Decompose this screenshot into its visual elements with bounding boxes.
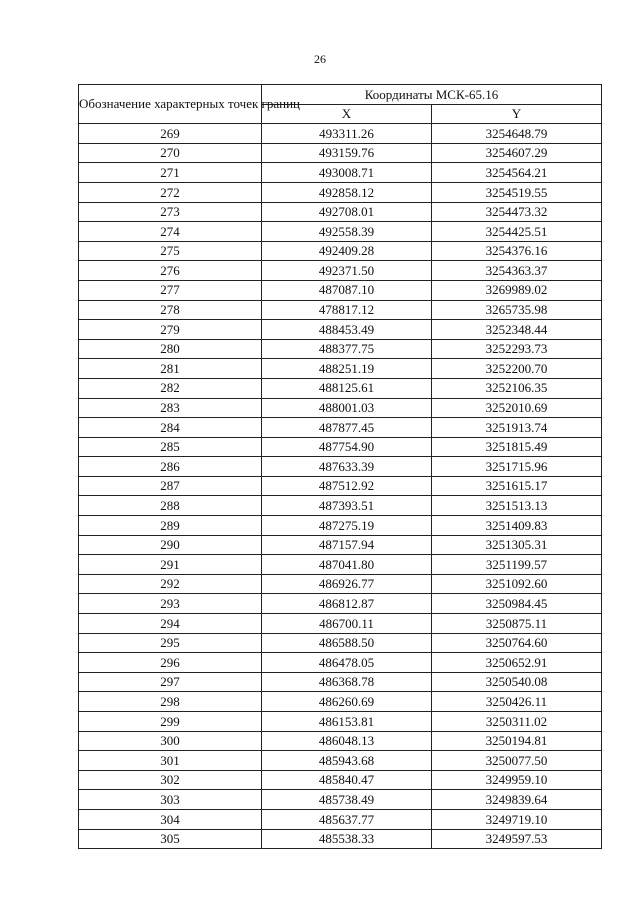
table-row [79,124,602,144]
table-row [79,614,602,634]
x-cell: 487087.10 [262,280,432,300]
point-cell: 290 [79,535,262,555]
y-cell: 3252010.69 [432,398,602,418]
table-row [79,535,602,555]
y-cell: 3251199.57 [432,555,602,575]
y-cell: 3251815.49 [432,437,602,457]
x-cell: 478817.12 [262,300,432,320]
point-cell: 274 [79,222,262,242]
coordinates-table [78,84,602,849]
x-cell: 492708.01 [262,202,432,222]
coordinate-system-header: Координаты МСК-65.16 [262,85,602,105]
point-cell: 279 [79,320,262,340]
y-cell: 3250652.91 [432,653,602,673]
table-row [79,555,602,575]
table-row [79,222,602,242]
x-cell: 493159.76 [262,143,432,163]
x-cell: 487754.90 [262,437,432,457]
point-cell: 281 [79,359,262,379]
y-cell: 3249597.53 [432,829,602,849]
point-cell: 275 [79,241,262,261]
x-cell: 488125.61 [262,378,432,398]
x-cell: 488453.49 [262,320,432,340]
table-row [79,163,602,183]
x-cell: 486368.78 [262,672,432,692]
point-cell: 282 [79,378,262,398]
x-cell: 487512.92 [262,476,432,496]
table-row [79,594,602,614]
y-cell: 3254473.32 [432,202,602,222]
point-cell: 300 [79,731,262,751]
table-row [79,476,602,496]
table-body [79,124,602,849]
point-cell: 284 [79,418,262,438]
point-cell: 272 [79,182,262,202]
x-cell: 486478.05 [262,653,432,673]
x-header: X [262,104,432,124]
x-cell: 486260.69 [262,692,432,712]
point-cell: 288 [79,496,262,516]
point-cell: 278 [79,300,262,320]
y-header: Y [432,104,602,124]
table-row [79,692,602,712]
y-cell: 3250984.45 [432,594,602,614]
y-cell: 3249839.64 [432,790,602,810]
point-cell: 305 [79,829,262,849]
table-row [79,516,602,536]
table-row [79,241,602,261]
table-row [79,731,602,751]
y-cell: 3265735.98 [432,300,602,320]
table-row [79,202,602,222]
x-cell: 485637.77 [262,809,432,829]
table-row [79,143,602,163]
x-cell: 485738.49 [262,790,432,810]
y-cell: 3249719.10 [432,809,602,829]
x-cell: 486812.87 [262,594,432,614]
y-cell: 3254648.79 [432,124,602,144]
x-cell: 487157.94 [262,535,432,555]
point-cell: 286 [79,457,262,477]
y-cell: 3252293.73 [432,339,602,359]
point-cell: 289 [79,516,262,536]
point-cell: 287 [79,476,262,496]
y-cell: 3250875.11 [432,614,602,634]
y-cell: 3269989.02 [432,280,602,300]
table-row [79,751,602,771]
x-cell: 487393.51 [262,496,432,516]
table-row [79,829,602,849]
table-row [79,300,602,320]
y-cell: 3250077.50 [432,751,602,771]
x-cell: 492858.12 [262,182,432,202]
point-cell: 302 [79,770,262,790]
table-row [79,359,602,379]
point-cell: 297 [79,672,262,692]
table-row [79,457,602,477]
y-cell: 3254564.21 [432,163,602,183]
x-cell: 485943.68 [262,751,432,771]
point-header: Обозначение характерных точек границ [79,85,262,124]
x-cell: 487041.80 [262,555,432,575]
y-cell: 3252348.44 [432,320,602,340]
table-row [79,418,602,438]
x-cell: 488001.03 [262,398,432,418]
y-cell: 3250764.60 [432,633,602,653]
point-cell: 271 [79,163,262,183]
table-row [79,712,602,732]
x-cell: 492409.28 [262,241,432,261]
point-cell: 270 [79,143,262,163]
y-cell: 3252200.70 [432,359,602,379]
y-cell: 3251092.60 [432,574,602,594]
table-row [79,437,602,457]
y-cell: 3254363.37 [432,261,602,281]
x-cell: 487633.39 [262,457,432,477]
point-cell: 303 [79,790,262,810]
point-cell: 285 [79,437,262,457]
point-cell: 293 [79,594,262,614]
point-cell: 295 [79,633,262,653]
x-cell: 488377.75 [262,339,432,359]
point-cell: 273 [79,202,262,222]
page-number: 26 [314,52,326,66]
point-cell: 296 [79,653,262,673]
y-cell: 3251305.31 [432,535,602,555]
point-cell: 294 [79,614,262,634]
y-cell: 3250194.81 [432,731,602,751]
point-cell: 280 [79,339,262,359]
x-cell: 492558.39 [262,222,432,242]
table-row [79,770,602,790]
table-row [79,339,602,359]
y-cell: 3251615.17 [432,476,602,496]
y-cell: 3251513.13 [432,496,602,516]
table-row [79,653,602,673]
point-cell: 304 [79,809,262,829]
x-cell: 493008.71 [262,163,432,183]
x-cell: 488251.19 [262,359,432,379]
table-row [79,672,602,692]
y-cell: 3252106.35 [432,378,602,398]
point-cell: 291 [79,555,262,575]
table-row [79,320,602,340]
x-cell: 493311.26 [262,124,432,144]
point-cell: 298 [79,692,262,712]
table-row [79,280,602,300]
x-cell: 485538.33 [262,829,432,849]
x-cell: 485840.47 [262,770,432,790]
point-cell: 276 [79,261,262,281]
y-cell: 3250311.02 [432,712,602,732]
table-row [79,378,602,398]
table-row [79,182,602,202]
point-cell: 283 [79,398,262,418]
y-cell: 3254425.51 [432,222,602,242]
table-header [79,85,602,124]
x-cell: 486926.77 [262,574,432,594]
x-cell: 492371.50 [262,261,432,281]
table-row [79,398,602,418]
table-row [79,261,602,281]
point-cell: 269 [79,124,262,144]
y-cell: 3249959.10 [432,770,602,790]
x-cell: 486153.81 [262,712,432,732]
x-cell: 486588.50 [262,633,432,653]
y-cell: 3254519.55 [432,182,602,202]
point-cell: 277 [79,280,262,300]
table-row [79,633,602,653]
y-cell: 3254607.29 [432,143,602,163]
table-row [79,809,602,829]
point-cell: 301 [79,751,262,771]
point-cell: 292 [79,574,262,594]
table-row [79,574,602,594]
y-cell: 3254376.16 [432,241,602,261]
y-cell: 3250540.08 [432,672,602,692]
y-cell: 3251913.74 [432,418,602,438]
y-cell: 3250426.11 [432,692,602,712]
point-cell: 299 [79,712,262,732]
x-cell: 486048.13 [262,731,432,751]
x-cell: 487275.19 [262,516,432,536]
table-row [79,790,602,810]
y-cell: 3251409.83 [432,516,602,536]
y-cell: 3251715.96 [432,457,602,477]
x-cell: 487877.45 [262,418,432,438]
table-row [79,496,602,516]
x-cell: 486700.11 [262,614,432,634]
